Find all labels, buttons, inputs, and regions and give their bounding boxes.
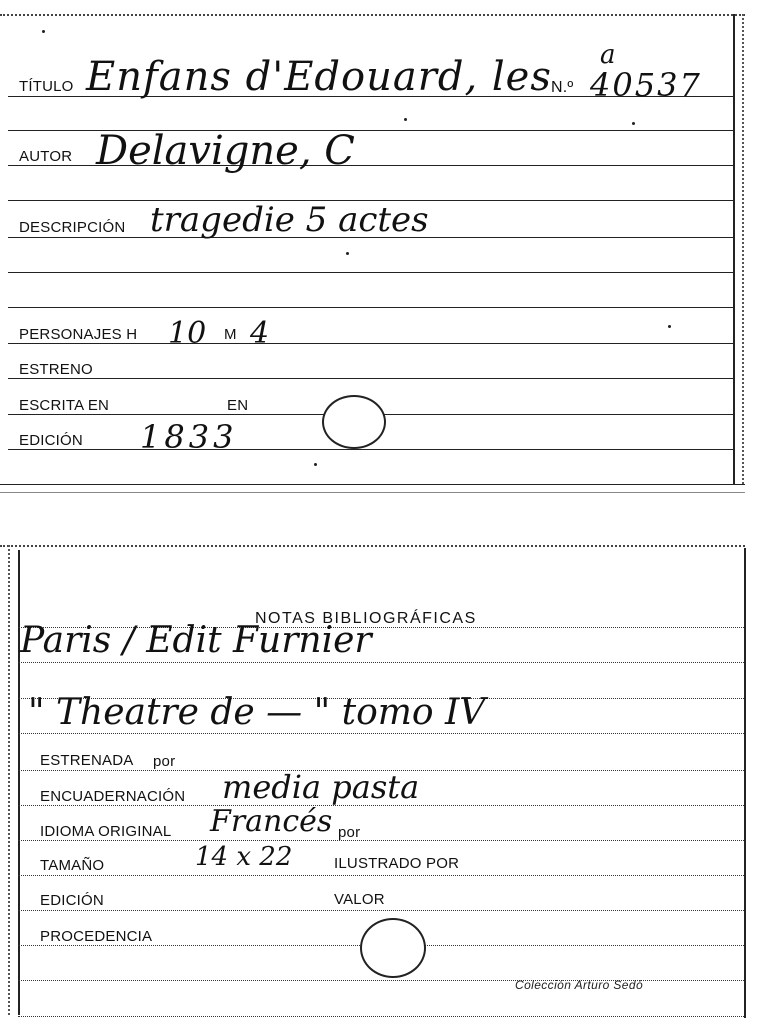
collection-footer: Colección Arturo Sedó	[515, 978, 644, 992]
card-top-edge	[0, 545, 745, 547]
ilustrado-label: ILUSTRADO POR	[334, 855, 460, 872]
personajes-m-value: 4	[250, 316, 270, 351]
edicion-value: 1833	[140, 418, 238, 456]
catalog-card-back	[0, 540, 759, 1028]
rule-edicion	[8, 449, 733, 450]
note-line-1: Paris / Edit Furnier	[20, 620, 372, 661]
encuadernacion-label: ENCUADERNACIÓN	[40, 788, 186, 805]
numero-label: N.º	[551, 79, 574, 96]
estrenada-label: ESTRENADA	[40, 752, 134, 769]
rule-tamano	[18, 875, 744, 876]
estreno-label: ESTRENO	[19, 361, 93, 378]
rule-edicion	[18, 910, 744, 911]
valor-label: VALOR	[334, 891, 385, 908]
tamano-value: 14 x 22	[195, 842, 293, 872]
numero-value: 40537	[590, 66, 702, 104]
card-top-edge	[0, 14, 745, 16]
speck	[42, 30, 45, 33]
speck	[668, 325, 671, 328]
personajes-m-label: M	[224, 326, 237, 343]
descripcion-label: DESCRIPCIÓN	[19, 219, 126, 236]
edicion-label: EDICIÓN	[40, 892, 104, 909]
personajes-h-value: 10	[168, 316, 207, 351]
punch-hole	[360, 918, 426, 978]
idioma-por-label: por	[338, 824, 361, 841]
punch-hole	[322, 395, 386, 449]
rule-3	[8, 272, 733, 273]
card-right-border	[744, 548, 746, 1018]
speck	[346, 252, 349, 255]
rule-note-2	[18, 733, 744, 734]
numero-superscript: a	[600, 40, 616, 70]
notas-heading: NOTAS BIBLIOGRÁFICAS	[255, 610, 477, 627]
card-right-border	[733, 14, 735, 484]
procedencia-label: PROCEDENCIA	[40, 928, 153, 945]
autor-value: Delavigne, C	[96, 128, 355, 174]
speck	[404, 118, 407, 121]
speck	[632, 122, 635, 125]
encuadernacion-value: media pasta	[222, 768, 420, 806]
en-label: EN	[227, 397, 249, 414]
rule-note-1	[18, 662, 744, 663]
card-left-edge	[8, 545, 10, 1015]
autor-label: AUTOR	[19, 148, 73, 165]
escrita-label: ESCRITA EN	[19, 397, 110, 414]
idioma-label: IDIOMA ORIGINAL	[40, 823, 172, 840]
edicion-label: EDICIÓN	[19, 432, 83, 449]
card-right-edge	[742, 14, 744, 484]
estrenada-por-label: por	[153, 753, 176, 770]
card-bottom-edge	[0, 484, 745, 485]
titulo-label: TÍTULO	[19, 78, 74, 95]
personajes-label: PERSONAJES H	[19, 326, 138, 343]
idioma-value: Francés	[210, 804, 333, 839]
descripcion-value: tragedie 5 actes	[150, 200, 429, 240]
card-bottom-shadow	[0, 492, 745, 493]
rule-4	[8, 307, 733, 308]
catalog-card-front	[0, 0, 759, 495]
card-bottom-edge	[18, 1016, 744, 1017]
speck	[314, 463, 317, 466]
note-line-2: " Theatre de — " tomo IV	[28, 692, 486, 733]
titulo-value: Enfans d'Edouard, les	[86, 54, 552, 100]
tamano-label: TAMAÑO	[40, 857, 105, 874]
rule-estreno	[8, 378, 733, 379]
